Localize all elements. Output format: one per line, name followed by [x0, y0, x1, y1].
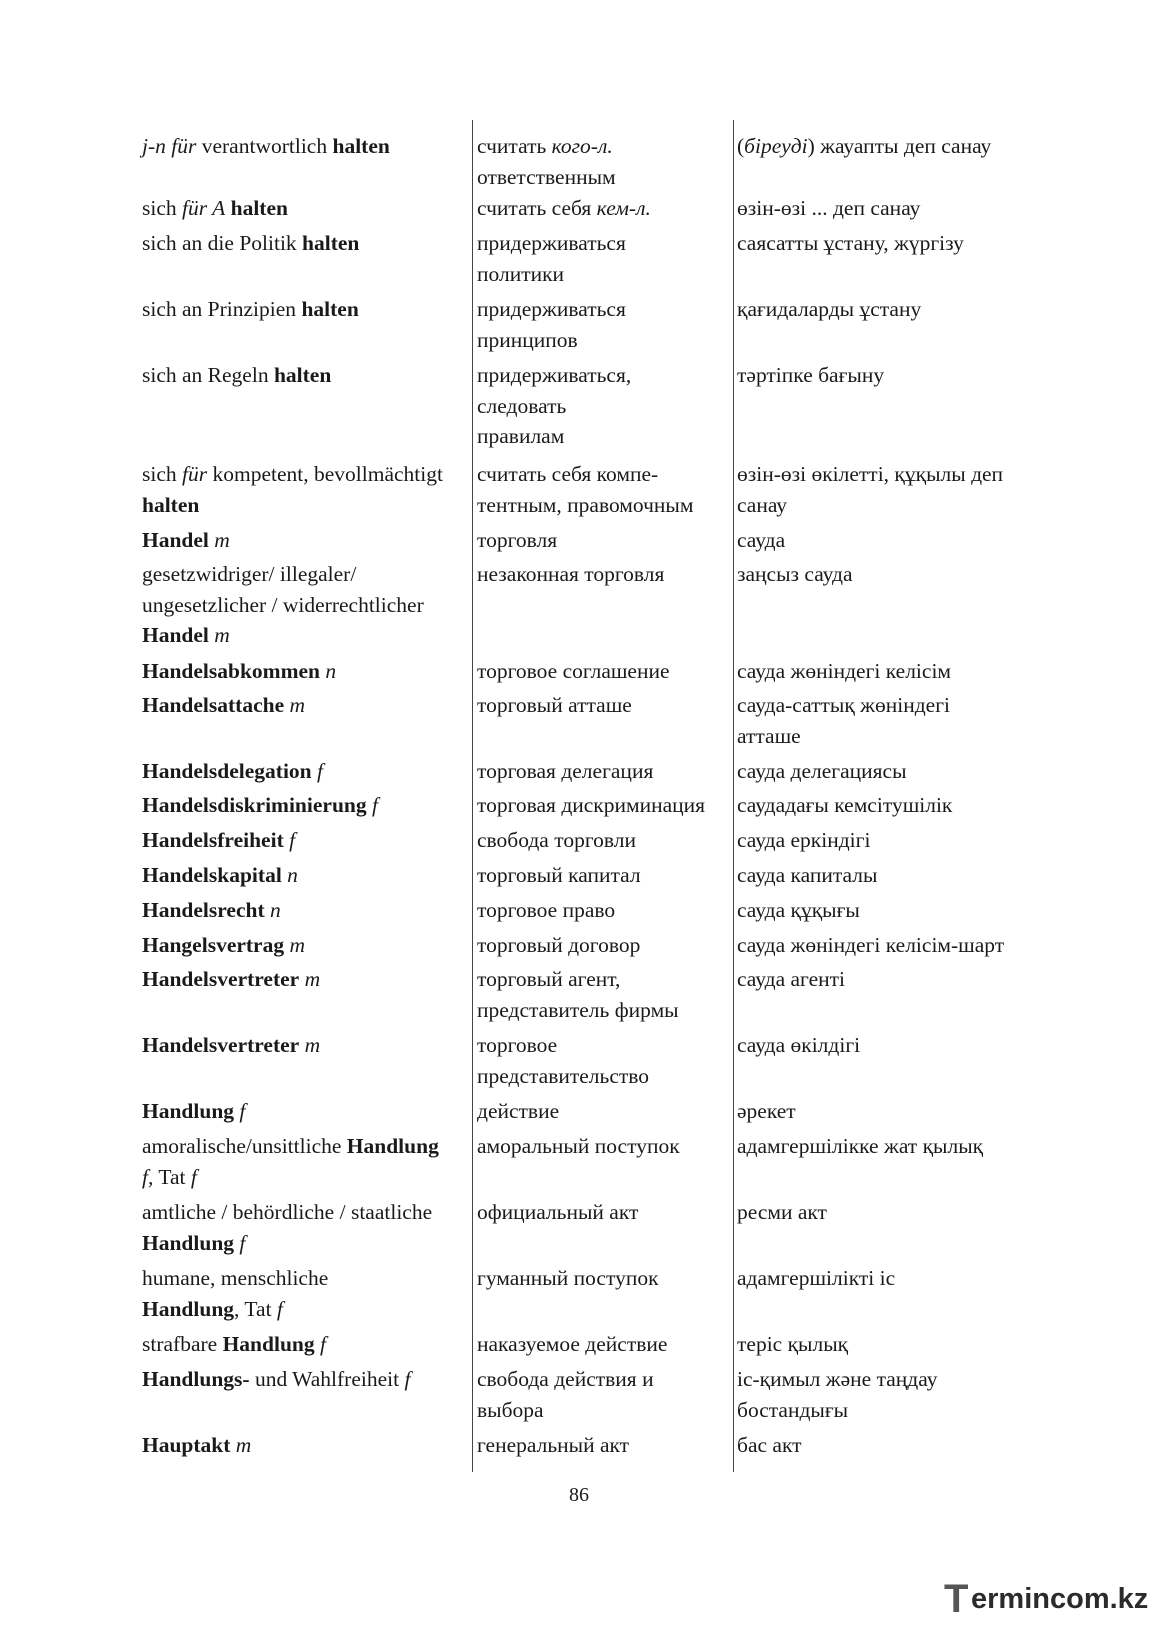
russian-translation [477, 756, 653, 787]
text-segment: n [325, 659, 337, 683]
text-segment: наказуемое действие [477, 1332, 668, 1356]
text-segment: принципов [477, 327, 578, 352]
text-segment: незаконная торговля [477, 562, 665, 586]
russian-translation [477, 459, 693, 520]
text-segment: выбора [477, 1397, 544, 1422]
text-segment: придерживаться, [477, 363, 632, 387]
kazakh-translation [737, 360, 884, 391]
russian-translation [477, 1096, 559, 1127]
text-segment: m [235, 1433, 252, 1457]
german-term [142, 756, 323, 787]
german-term [142, 860, 298, 891]
text-segment: n [270, 898, 281, 922]
text-segment: политики [477, 261, 565, 286]
russian-translation [477, 1197, 638, 1228]
text-segment: halten [332, 134, 390, 158]
german-term [142, 825, 295, 856]
german-term [142, 1364, 410, 1395]
kazakh-translation [737, 964, 845, 995]
text-segment: Handelsdiskriminierung [142, 793, 367, 817]
text-segment: , Tat [234, 1296, 277, 1321]
text-segment: өзін-өзі өкілетті, құқылы деп [737, 462, 1004, 486]
text-segment: торговый договор [477, 933, 641, 957]
text-segment: бас акт [737, 1433, 802, 1457]
german-term [142, 193, 288, 224]
german-term [142, 656, 336, 687]
text-segment: придерживаться [477, 231, 626, 255]
text-segment: Handelskapital [142, 863, 282, 887]
german-term [142, 1430, 251, 1461]
text-segment: торговый капитал [477, 863, 641, 887]
german-term [142, 1096, 245, 1127]
text-segment: halten [302, 231, 360, 255]
text-segment: Handelsvertreter [142, 967, 300, 991]
text-segment: Handlung [142, 1296, 235, 1321]
text-segment: торговая дискриминация [477, 793, 706, 817]
russian-translation [477, 1131, 680, 1162]
text-segment: қағидаларды ұстану [737, 297, 922, 321]
text-segment: halten [273, 363, 332, 387]
text-segment: Handel [142, 528, 209, 552]
text-segment: für A [182, 196, 226, 220]
text-segment: считать себя [477, 196, 597, 220]
text-segment: ungesetzlicher / widerrechtlicher [142, 592, 424, 617]
kazakh-translation [737, 559, 853, 590]
kazakh-translation [737, 756, 907, 787]
text-segment: правилам [477, 424, 565, 448]
text-segment: humane, menschliche [142, 1266, 329, 1290]
german-term [142, 131, 390, 162]
logo-text: ermincom.kz [971, 1583, 1149, 1615]
text-segment: f [239, 1230, 246, 1255]
german-term [142, 895, 281, 926]
text-segment: sich an Prinzipien [142, 297, 302, 321]
text-segment: sich an Regeln [142, 363, 274, 387]
column-divider-left [472, 120, 473, 1472]
russian-translation [477, 690, 632, 721]
text-segment: amoralische/unsittliche [142, 1134, 347, 1158]
kazakh-translation [737, 690, 950, 751]
russian-translation [477, 825, 636, 856]
text-segment: halten [142, 492, 200, 517]
text-segment: f [404, 1367, 411, 1391]
kazakh-translation [737, 294, 921, 325]
termincom-logo [944, 1577, 1149, 1621]
text-segment: аморальный поступок [477, 1134, 680, 1158]
text-segment: kompetent, bevollmächtigt [207, 462, 443, 486]
german-term [142, 459, 443, 520]
text-segment: сауда жөніндегі келісім-шарт [737, 933, 1005, 957]
page-number: 86 [569, 1484, 589, 1506]
text-segment: sich an die Politik [142, 231, 303, 255]
text-segment: торговля [477, 528, 558, 552]
text-segment: Handlung [346, 1134, 439, 1158]
text-segment: действие [477, 1099, 560, 1123]
german-term [142, 228, 359, 259]
german-term [142, 1030, 320, 1061]
kazakh-translation [737, 1329, 848, 1360]
text-segment: Handlung [222, 1332, 315, 1356]
text-segment: заңсыз сауда [737, 562, 853, 586]
kazakh-translation [737, 1364, 937, 1425]
german-term [142, 930, 305, 961]
text-segment: f [317, 759, 323, 783]
kazakh-translation [737, 459, 1003, 520]
text-segment: m [304, 1033, 321, 1057]
text-segment: f [371, 793, 378, 817]
german-term [142, 1197, 432, 1258]
kazakh-translation [737, 825, 870, 856]
text-segment: біреуді [744, 134, 808, 158]
text-segment: Handlung [142, 1230, 235, 1255]
text-segment: торговое право [477, 898, 616, 922]
text-segment: сауда [737, 528, 786, 552]
text-segment: генеральный акт [477, 1433, 630, 1457]
kazakh-translation [737, 525, 785, 556]
russian-translation [477, 193, 651, 224]
russian-translation [477, 1430, 629, 1461]
text-segment: гуманный поступок [477, 1266, 659, 1290]
column-divider-right [733, 120, 734, 1472]
german-term [142, 525, 230, 556]
russian-translation [477, 1263, 659, 1294]
text-segment: следовать [477, 393, 567, 418]
russian-translation [477, 525, 557, 556]
kazakh-translation [737, 860, 877, 891]
kazakh-translation [737, 1030, 860, 1061]
text-segment: Hauptakt [142, 1433, 231, 1457]
text-segment: Handelsfreiheit [142, 828, 284, 852]
text-segment: Handlung [142, 1099, 235, 1123]
text-segment: Tat [153, 1164, 191, 1189]
german-term [142, 1329, 326, 1360]
text-segment: verantwortlich [196, 134, 333, 158]
text-segment: j-n für [142, 134, 197, 158]
kazakh-translation [737, 1197, 827, 1228]
russian-translation [477, 790, 705, 821]
russian-translation [477, 1364, 654, 1425]
text-segment: сауда өкілдігі [737, 1033, 861, 1057]
text-segment: әрекет [737, 1099, 796, 1123]
text-segment: торговый атташе [477, 693, 632, 717]
text-segment: m [304, 967, 321, 991]
text-segment: f [239, 1099, 246, 1123]
russian-translation [477, 930, 640, 961]
kazakh-translation [737, 1430, 802, 1461]
text-segment: ресми акт [737, 1200, 827, 1224]
text-segment: торговое [477, 1033, 558, 1057]
text-segment: m [289, 693, 306, 717]
russian-translation [477, 1030, 649, 1091]
text-segment: Hangelsvertrag [142, 933, 285, 957]
text-segment: m [289, 933, 306, 957]
kazakh-translation [737, 193, 920, 224]
text-segment: сауда-саттық жөніндегі [737, 693, 951, 717]
text-segment: придерживаться [477, 297, 626, 321]
text-segment: f, [142, 1164, 154, 1189]
german-term [142, 964, 320, 995]
text-segment: f [319, 1332, 326, 1356]
text-segment: представительство [477, 1063, 650, 1088]
text-segment: Handelsrecht [142, 898, 265, 922]
text-segment: официальный акт [477, 1200, 639, 1224]
text-segment: amtliche / behördliche / staatliche [142, 1200, 433, 1224]
text-segment: strafbare [142, 1332, 223, 1356]
text-segment: представитель фирмы [477, 997, 679, 1022]
text-segment: сауда капиталы [737, 863, 878, 887]
kazakh-translation [737, 1263, 895, 1294]
text-segment: gesetzwidriger/ illegaler/ [142, 562, 357, 586]
kazakh-translation [737, 895, 860, 926]
text-segment: сауда агенті [737, 967, 846, 991]
german-term [142, 294, 359, 325]
text-segment: іс-қимыл және таңдау [737, 1367, 938, 1391]
text-segment: свобода торговли [477, 828, 636, 852]
text-segment: саясатты ұстану, жүргізу [737, 231, 964, 255]
text-segment: Handelsattache [142, 693, 285, 717]
text-segment: Handelsabkommen [142, 659, 321, 683]
russian-translation [477, 294, 626, 355]
german-term [142, 790, 378, 821]
text-segment: свобода действия и [477, 1367, 654, 1391]
text-segment: halten [230, 196, 288, 220]
text-segment: Handelsvertreter [142, 1033, 300, 1057]
russian-translation [477, 228, 626, 289]
kazakh-translation [737, 228, 964, 259]
text-segment: торговое соглашение [477, 659, 670, 683]
text-segment: атташе [737, 723, 801, 748]
text-segment: und Wahlfreiheit [249, 1367, 405, 1391]
text-segment: өзін-өзі ... деп санау [737, 196, 921, 220]
text-segment: сауда делегациясы [737, 759, 907, 783]
text-segment: f [289, 828, 296, 852]
text-segment: кем-л. [596, 196, 651, 220]
text-segment: тәртіпке бағыну [737, 363, 885, 387]
kazakh-translation [737, 656, 951, 687]
text-segment: halten [301, 297, 359, 321]
russian-translation [477, 559, 664, 590]
text-segment: sich [142, 196, 183, 220]
german-term [142, 1131, 439, 1192]
text-segment: торговый агент, [477, 967, 621, 991]
text-segment: саудадағы кемсітушілік [737, 793, 953, 817]
russian-translation [477, 656, 670, 687]
russian-translation [477, 360, 631, 452]
text-segment: считать [477, 134, 552, 158]
text-segment: ( [737, 134, 745, 158]
logo-letter-t: T [944, 1577, 968, 1621]
text-segment: сауда жөніндегі келісім [737, 659, 952, 683]
german-term [142, 1263, 328, 1324]
text-segment: f [276, 1296, 283, 1321]
text-segment: адамгершілікке жат қылық [737, 1134, 984, 1158]
kazakh-translation [737, 1096, 796, 1127]
text-segment: n [287, 863, 298, 887]
text-segment: m [214, 528, 230, 552]
german-term [142, 559, 424, 651]
kazakh-translation [737, 930, 1004, 961]
text-segment: sich [142, 462, 183, 486]
text-segment: сауда еркіндігі [737, 828, 871, 852]
text-segment: тентным, правомочным [477, 492, 694, 517]
german-term [142, 690, 305, 721]
russian-translation [477, 1329, 667, 1360]
russian-translation [477, 131, 616, 192]
text-segment: адамгершілікті іс [737, 1266, 896, 1290]
russian-translation [477, 964, 679, 1025]
russian-translation [477, 860, 641, 891]
german-term [142, 360, 331, 391]
text-segment: торговая делегация [477, 759, 654, 783]
text-segment: ответственным [477, 164, 616, 189]
text-segment: Handelsdelegation [142, 759, 312, 783]
russian-translation [477, 895, 615, 926]
text-segment: сауда құқығы [737, 898, 860, 922]
text-segment: für [182, 462, 208, 486]
text-segment: кого-л. [551, 134, 613, 158]
kazakh-translation [737, 1131, 983, 1162]
text-segment: теріс қылық [737, 1332, 849, 1356]
kazakh-translation [737, 790, 952, 821]
text-segment: Handel [142, 623, 209, 647]
text-segment: санау [737, 492, 788, 517]
text-segment: считать себя компе- [477, 462, 659, 486]
kazakh-translation [737, 131, 991, 162]
text-segment: бостандығы [737, 1397, 849, 1422]
text-segment: m [214, 623, 230, 647]
text-segment: f [190, 1164, 197, 1189]
text-segment: ) жауапты деп санау [807, 134, 992, 158]
text-segment: Handlungs- [142, 1367, 250, 1391]
